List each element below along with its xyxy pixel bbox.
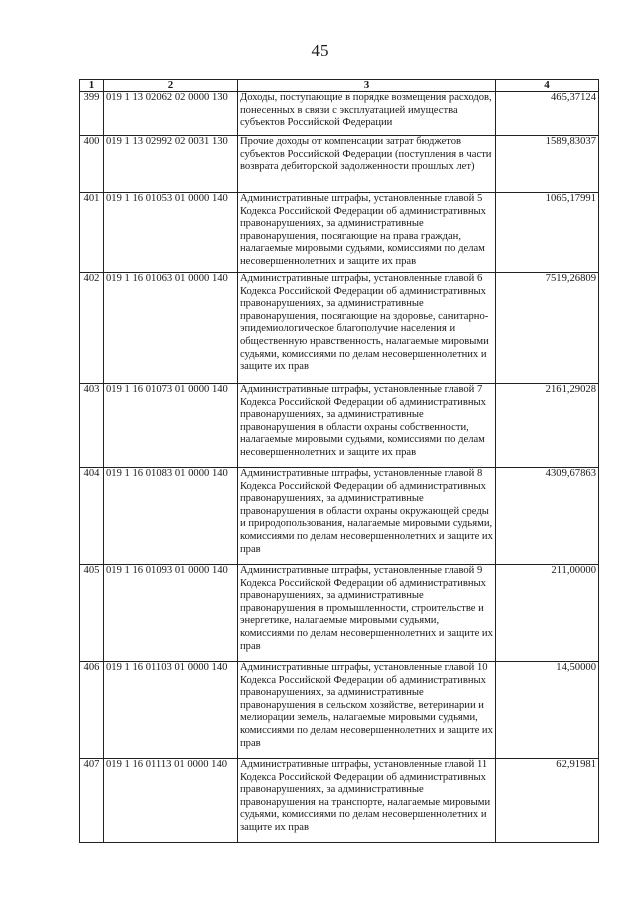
income-description: Административные штрафы, установленные главой 10 Кодекса Российской Федерации об административных правонарушениях, за административные правонарушения в сельском хозяйстве, ветеринарии и мелиорации земель, налагаемые мировыми судьями, комиссиями по делам несовершеннолетних и защите их прав [238,662,496,759]
row-number: 403 [80,384,104,468]
amount: 7519,26809 [496,273,599,384]
budget-code: 019 1 16 01103 01 0000 140 [104,662,238,759]
amount: 4309,67863 [496,468,599,565]
income-description: Прочие доходы от компенсации затрат бюджетов субъектов Российской Федерации (поступления в части возврата дебиторской задолженности прошлых лет) [238,136,496,193]
budget-code: 019 1 16 01083 01 0000 140 [104,468,238,565]
budget-table [79,79,599,843]
amount: 14,50000 [496,662,599,759]
table-row [80,384,599,468]
table-row [80,92,599,136]
row-number: 405 [80,565,104,662]
table-row [80,759,599,843]
page-number: 45 [311,41,329,60]
income-description: Административные штрафы, установленные главой 7 Кодекса Российской Федерации об административных правонарушениях, за административные правонарушения в области охраны собственности, налагаемые мировыми судьями, комиссиями по делам несовершеннолетних и защите их прав [238,384,496,468]
column-header-2: 2 [104,80,238,92]
table-row [80,136,599,193]
row-number: 400 [80,136,104,193]
row-number: 407 [80,759,104,843]
table-row [80,662,599,759]
amount: 62,91981 [496,759,599,843]
budget-code: 019 1 13 02062 02 0000 130 [104,92,238,136]
table-row [80,273,599,384]
budget-code: 019 1 16 01073 01 0000 140 [104,384,238,468]
table-row [80,565,599,662]
row-number: 402 [80,273,104,384]
amount: 1589,83037 [496,136,599,193]
budget-code: 019 1 16 01053 01 0000 140 [104,193,238,273]
column-header-3: 3 [238,80,496,92]
table-header-row [80,80,599,92]
row-number: 399 [80,92,104,136]
budget-code: 019 1 16 01093 01 0000 140 [104,565,238,662]
amount: 2161,29028 [496,384,599,468]
income-description: Административные штрафы, установленные главой 6 Кодекса Российской Федерации об административных правонарушениях, за административные правонарушения, посягающие на здоровье, санитарно-эпидемиологическое благополучие населения и общественную нравственность, налагаемые мировыми судьями, комиссиями по делам несовершеннолетних и защите их прав [238,273,496,384]
row-number: 401 [80,193,104,273]
column-header-4: 4 [496,80,599,92]
budget-code: 019 1 16 01063 01 0000 140 [104,273,238,384]
row-number: 404 [80,468,104,565]
row-number: 406 [80,662,104,759]
table-row [80,468,599,565]
income-description: Административные штрафы, установленные главой 11 Кодекса Российской Федерации об административных правонарушениях, за административные правонарушения на транспорте, налагаемые мировыми судьями, комиссиями по делам несовершеннолетних и защите их прав [238,759,496,843]
income-description: Доходы, поступающие в порядке возмещения расходов, понесенных в связи с эксплуатацией имущества субъектов Российской Федерации [238,92,496,136]
income-description: Административные штрафы, установленные главой 8 Кодекса Российской Федерации об административных правонарушениях, за административные правонарушения в области охраны окружающей среды и природопользования, налагаемые мировыми судьями, комиссиями по делам несовершеннолетних и защите их прав [238,468,496,565]
budget-code: 019 1 13 02992 02 0031 130 [104,136,238,193]
budget-code: 019 1 16 01113 01 0000 140 [104,759,238,843]
column-header-1: 1 [80,80,104,92]
amount: 211,00000 [496,565,599,662]
amount: 465,37124 [496,92,599,136]
income-description: Административные штрафы, установленные главой 5 Кодекса Российской Федерации об административных правонарушениях, за административные правонарушения, посягающие на права граждан, налагаемые мировыми судьями, комиссиями по делам несовершеннолетних и защите их прав [238,193,496,273]
income-description: Административные штрафы, установленные главой 9 Кодекса Российской Федерации об административных правонарушениях, за административные правонарушения в промышленности, строительстве и энергетике, налагаемые мировыми судьями, комиссиями по делам несовершеннолетних и защите их прав [238,565,496,662]
amount: 1065,17991 [496,193,599,273]
table-row [80,193,599,273]
